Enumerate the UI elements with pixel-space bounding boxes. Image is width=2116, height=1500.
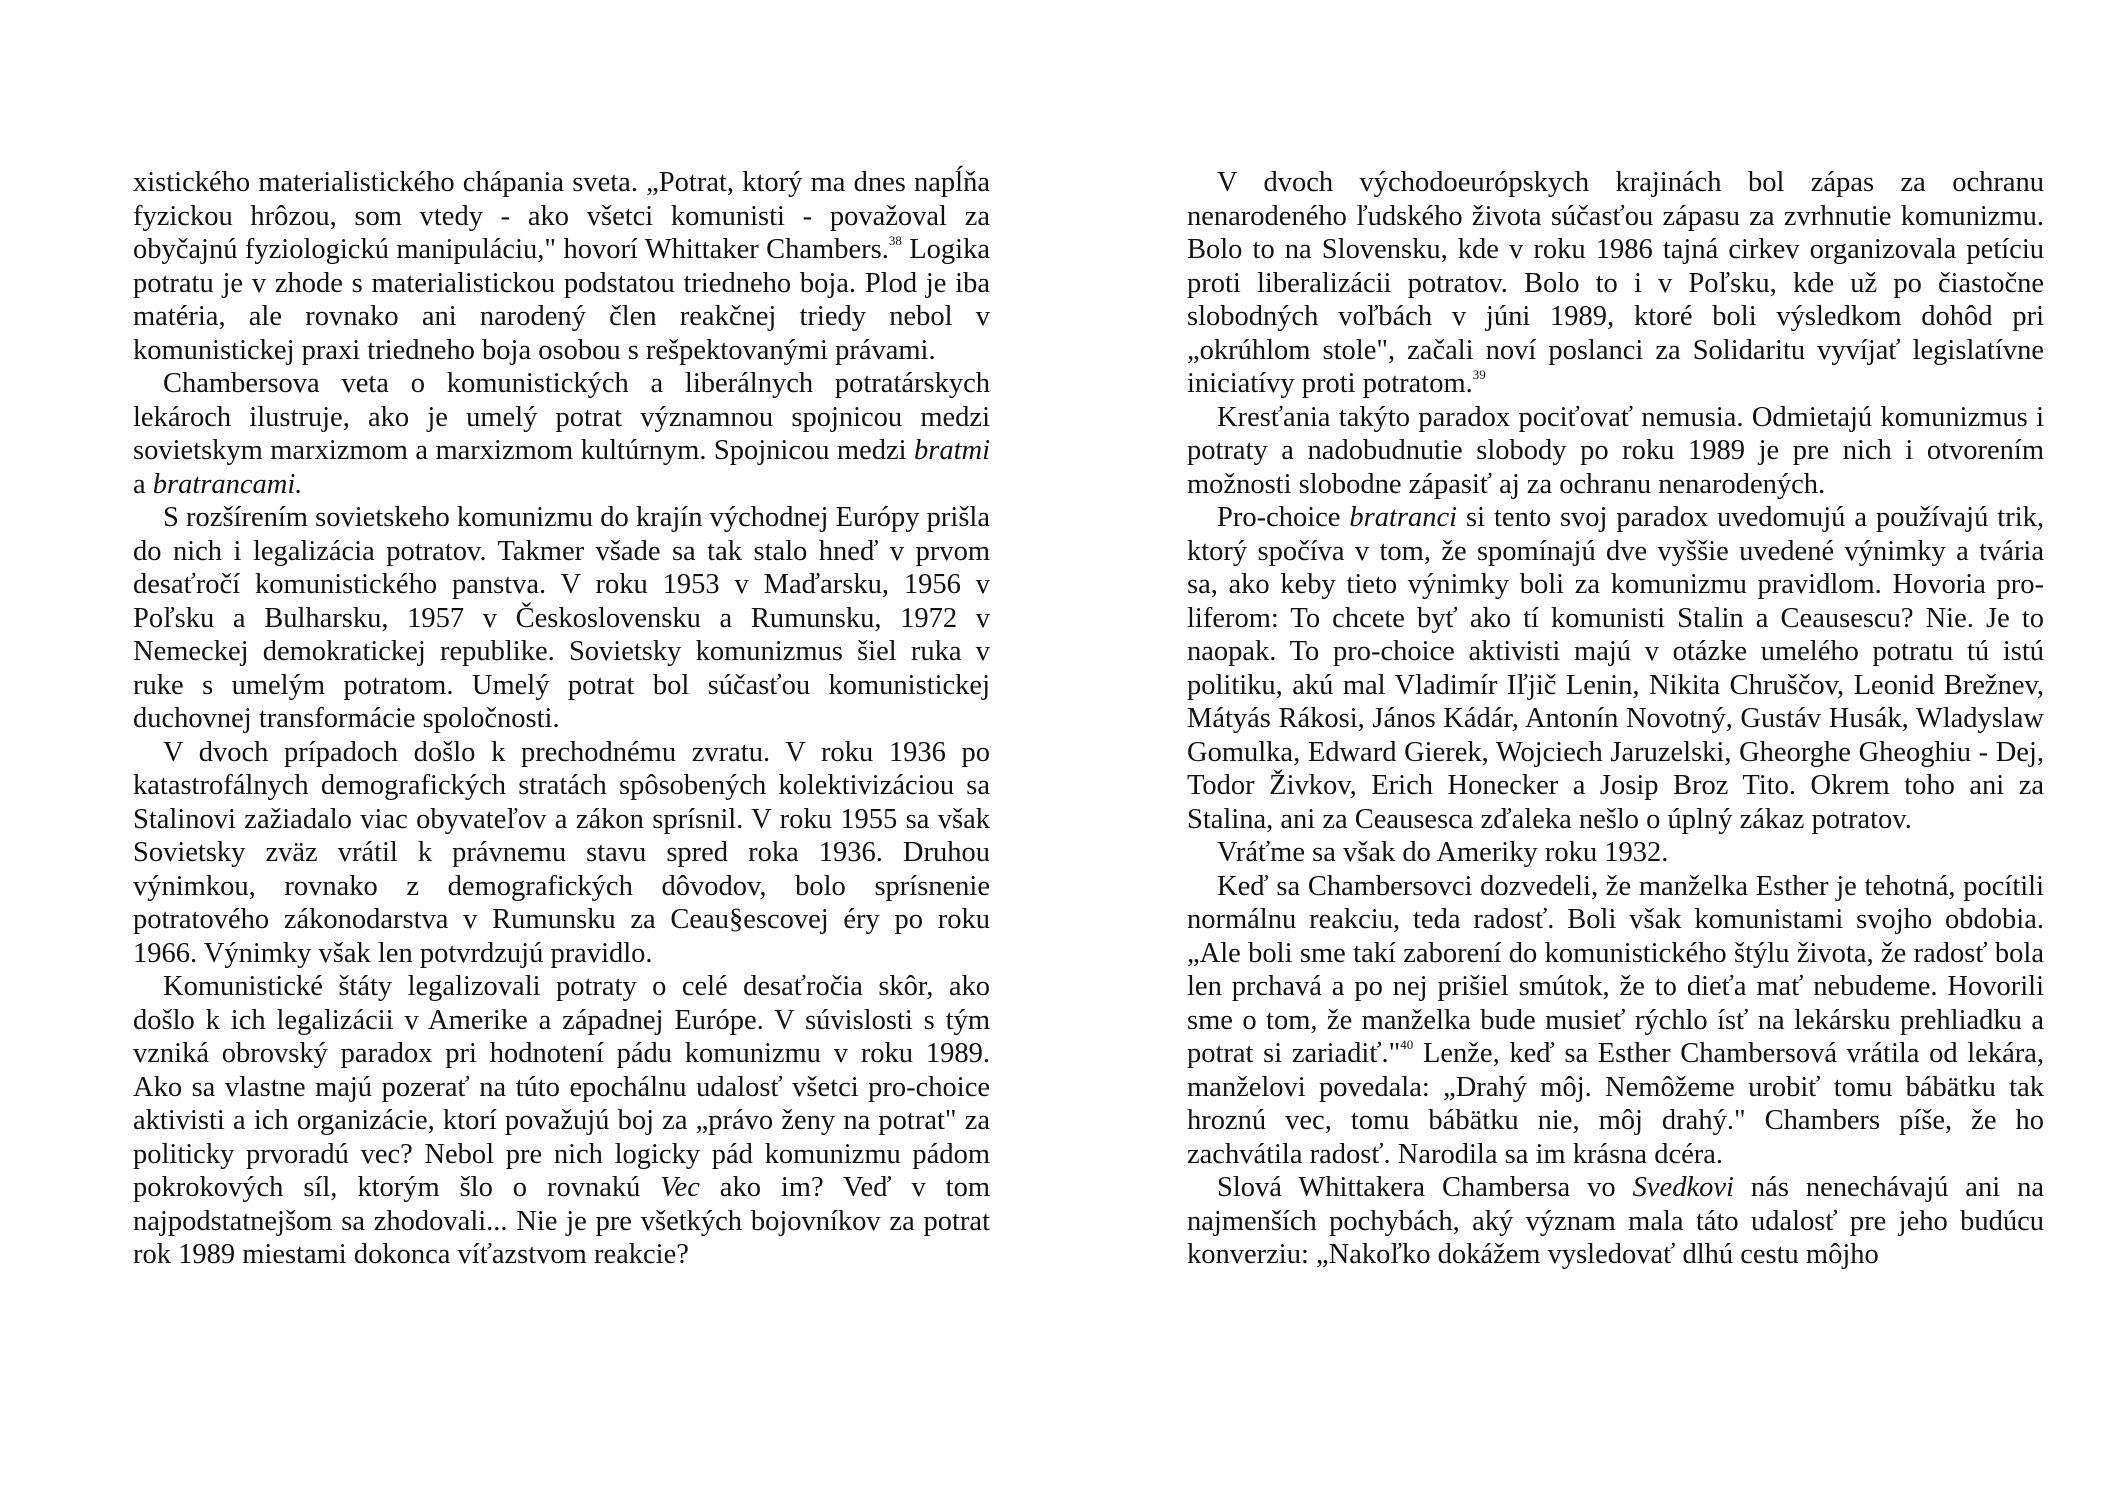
text-run: Chambersova veta o komunistických a liberálnych potratárskych lekároch ilustruje, ako je umelý potrat významnou spojnicou medzi sovietskym marxizmom a marxizmom kultúrnym. Spojnicou medzi (133, 368, 990, 466)
left-page-text (133, 166, 990, 1272)
italic-term: bratmi (913, 435, 990, 466)
text-run: Keď sa Chambersovci dozvedeli, že manželka Esther je tehotná, pocítili normálnu reakciu, teda radosť. Boli však komunistami svojho obdobia. „Ale boli sme takí zaborení do komunistického štýlu života, že radosť bola len prchavá a po nej prišiel smútok, že to dieťa mať nebudeme. Hovorili sme o tom, že manželka bude musieť rýchlo ísť na lekársku prehliadku a potrat si zariadiť." (1187, 870, 2044, 1069)
text-run: V dvoch východoeurópskych krajinách bol zápas za ochranu nenarodeného ľudského života súčasťou zápasu za zvrhnutie komunizmu. Bolo to na Slovensku, kde v roku 1986 tajná cirkev organizovala petíciu proti liberalizácii potratov. Bolo to i v Poľsku, kde už po čiastočne slobodných voľbách v júni 1989, ktoré boli výsledkom dohôd pri „okrúhlom stole", začali noví poslanci za Solidaritu vyvíjať legislatívne iniciatívy proti potratom. (1187, 167, 2044, 399)
text-run: a (133, 468, 153, 500)
left-paragraph-5 (133, 970, 990, 1272)
right-paragraph-3 (1187, 501, 2044, 836)
footnote-ref-40: 40 (1400, 1037, 1414, 1052)
text-run: Lenže, keď sa Esther Chambersová vrátila od lekára, manželovi povedala: „Drahý môj. Nemôžeme urobiť tomu bábätku tak hroznú vec, tomu bábätku nie, môj drahý." Chambers píše, že ho zachvátila radosť. Narodila sa im krásna dcéra. (1187, 1038, 2045, 1170)
right-paragraph-4 (1187, 836, 2044, 870)
text-run: S rozšírením sovietskeho komunizmu do krajín východnej Európy prišla do nich i legalizácia potratov. Takmer všade sa tak stalo hneď v prvom desaťročí komunistického panstva. V roku 1953 v Maďarsku, 1956 v Poľsku a Bulharsku, 1957 v Československu a Rumunsku, 1972 v Nemeckej demokratickej republike. Sovietsky komunizmus šiel ruka v ruke s umelým potratom. Umelý potrat bol súčasťou komunistickej duchovnej transformácie spoločnosti. (133, 502, 990, 734)
right-paragraph-2 (1187, 401, 2044, 502)
text-run: xistického materialistického chápania sveta. „Potrat, ktorý ma dnes napĺňa fyzickou hrôzou, som vtedy - ako všetci komunisti - považoval za obyčajnú fyziologickú manipuláciu," hovorí Whittaker Chambers. (133, 167, 990, 265)
right-paragraph-6 (1187, 1171, 2044, 1272)
left-paragraph-3 (133, 501, 990, 736)
footnote-ref-38: 38 (888, 233, 902, 248)
italic-term: Svedkovi (1632, 1172, 1734, 1203)
text-run: Pro-choice (1217, 502, 1350, 533)
text-run: Komunistické štáty legalizovali potraty o celé desaťročia skôr, ako došlo k ich legalizácii v Amerike a západnej Európe. V súvislosti s tým vzniká obrovský paradox pri hodnotení pádu komunizmu v roku 1989. Ako sa vlastne majú pozerať na túto epochálnu udalosť všetci pro-choice aktivisti a ich organizácie, ktorí považujú boj za „právo ženy na potrat" za politicky prvoradú vec? Nebol pre nich logicky pád komunizmu pádom pokrokových síl, ktorým šlo o rovnakú (133, 971, 990, 1203)
left-paragraph-2 (133, 367, 990, 501)
right-paragraph-5 (1187, 870, 2044, 1172)
left-paragraph-4 (133, 736, 990, 971)
italic-term: bratranci (1349, 502, 1458, 533)
italic-term: bratrancami. (152, 468, 303, 500)
text-run: Vráťme sa však do Ameriky roku 1932. (1217, 837, 1669, 868)
right-page-text (1187, 166, 2044, 1272)
italic-term: Vec (660, 1172, 700, 1203)
text-run: Logika potratu je v zhode s materialistickou podstatou triedneho boja. Plod je iba matéria, ale rovnako ani narodený člen reakčnej triedy nebol v komunistickej praxi triedneho boja osobou s rešpektovanými právami. (133, 234, 990, 366)
footnote-ref-39: 39 (1472, 367, 1486, 382)
text-run: nás nenechávajú ani na najmenších pochybách, aký význam mala táto udalosť pre jeho budúcu konverziu: „Nakoľko dokážem vysledovať dlhú cestu môjho (1187, 1172, 2044, 1270)
text-run: ako im? Veď v tom najpodstatnejšom sa zhodovali... Nie je pre všetkých bojovníkov za potrat rok 1989 miestami dokonca víťazstvom reakcie? (133, 1172, 990, 1270)
right-paragraph-1 (1187, 166, 2044, 401)
text-run: V dvoch prípadoch došlo k prechodnému zvratu. V roku 1936 po katastrofálnych demografických stratách spôsobených kolektivizáciou sa Stalinovi zažiadalo viac obyvateľov a zákon sprísnil. V roku 1955 sa však Sovietsky zväz vrátil k právnemu stavu spred roka 1936. Druhou výnimkou, rovnako z demografických dôvodov, bolo sprísnenie potratového zákonodarstva v Rumunsku za Ceau§escovej éry po roku 1966. Výnimky však len potvrdzujú pravidlo. (133, 736, 990, 969)
text-run: Slová Whittakera Chambersa vo (1217, 1172, 1633, 1203)
text-run: si tento svoj paradox uvedomujú a používajú trik, ktorý spočíva v tom, že spomínajú dve vyššie uvedené výnimky a tvária sa, ako keby tieto výnimky boli za komunizmu pravidlom. Hovoria pro-liferom: To chcete byť ako tí komunisti Stalin a Ceausescu? Nie. Je to naopak. To pro-choice aktivisti majú v otázke umelého potratu tú istú politiku, akú mal Vladimír Iľjič Lenin, Nikita Chruščov, Leonid Brežnev, Mátyás Rákosi, János Kádár, Antonín Novotný, Gustáv Husák, Wladyslaw Gomulka, Edward Gierek, Wojciech Jaruzelski, Gheorghe Gheoghiu - Dej, Todor Živkov, Erich Honecker a Josip Broz Tito. Okrem toho ani za Stalina, ani za Ceausesca zďaleka nešlo o úplný zákaz potratov. (1187, 502, 2044, 835)
left-paragraph-1 (133, 166, 990, 367)
text-run: Kresťania takýto paradox pociťovať nemusia. Odmietajú komunizmus i potraty a nadobudnutie slobody po roku 1989 je pre nich i otvorením možnosti slobodne zápasiť aj za ochranu nenarodených. (1187, 401, 2044, 500)
